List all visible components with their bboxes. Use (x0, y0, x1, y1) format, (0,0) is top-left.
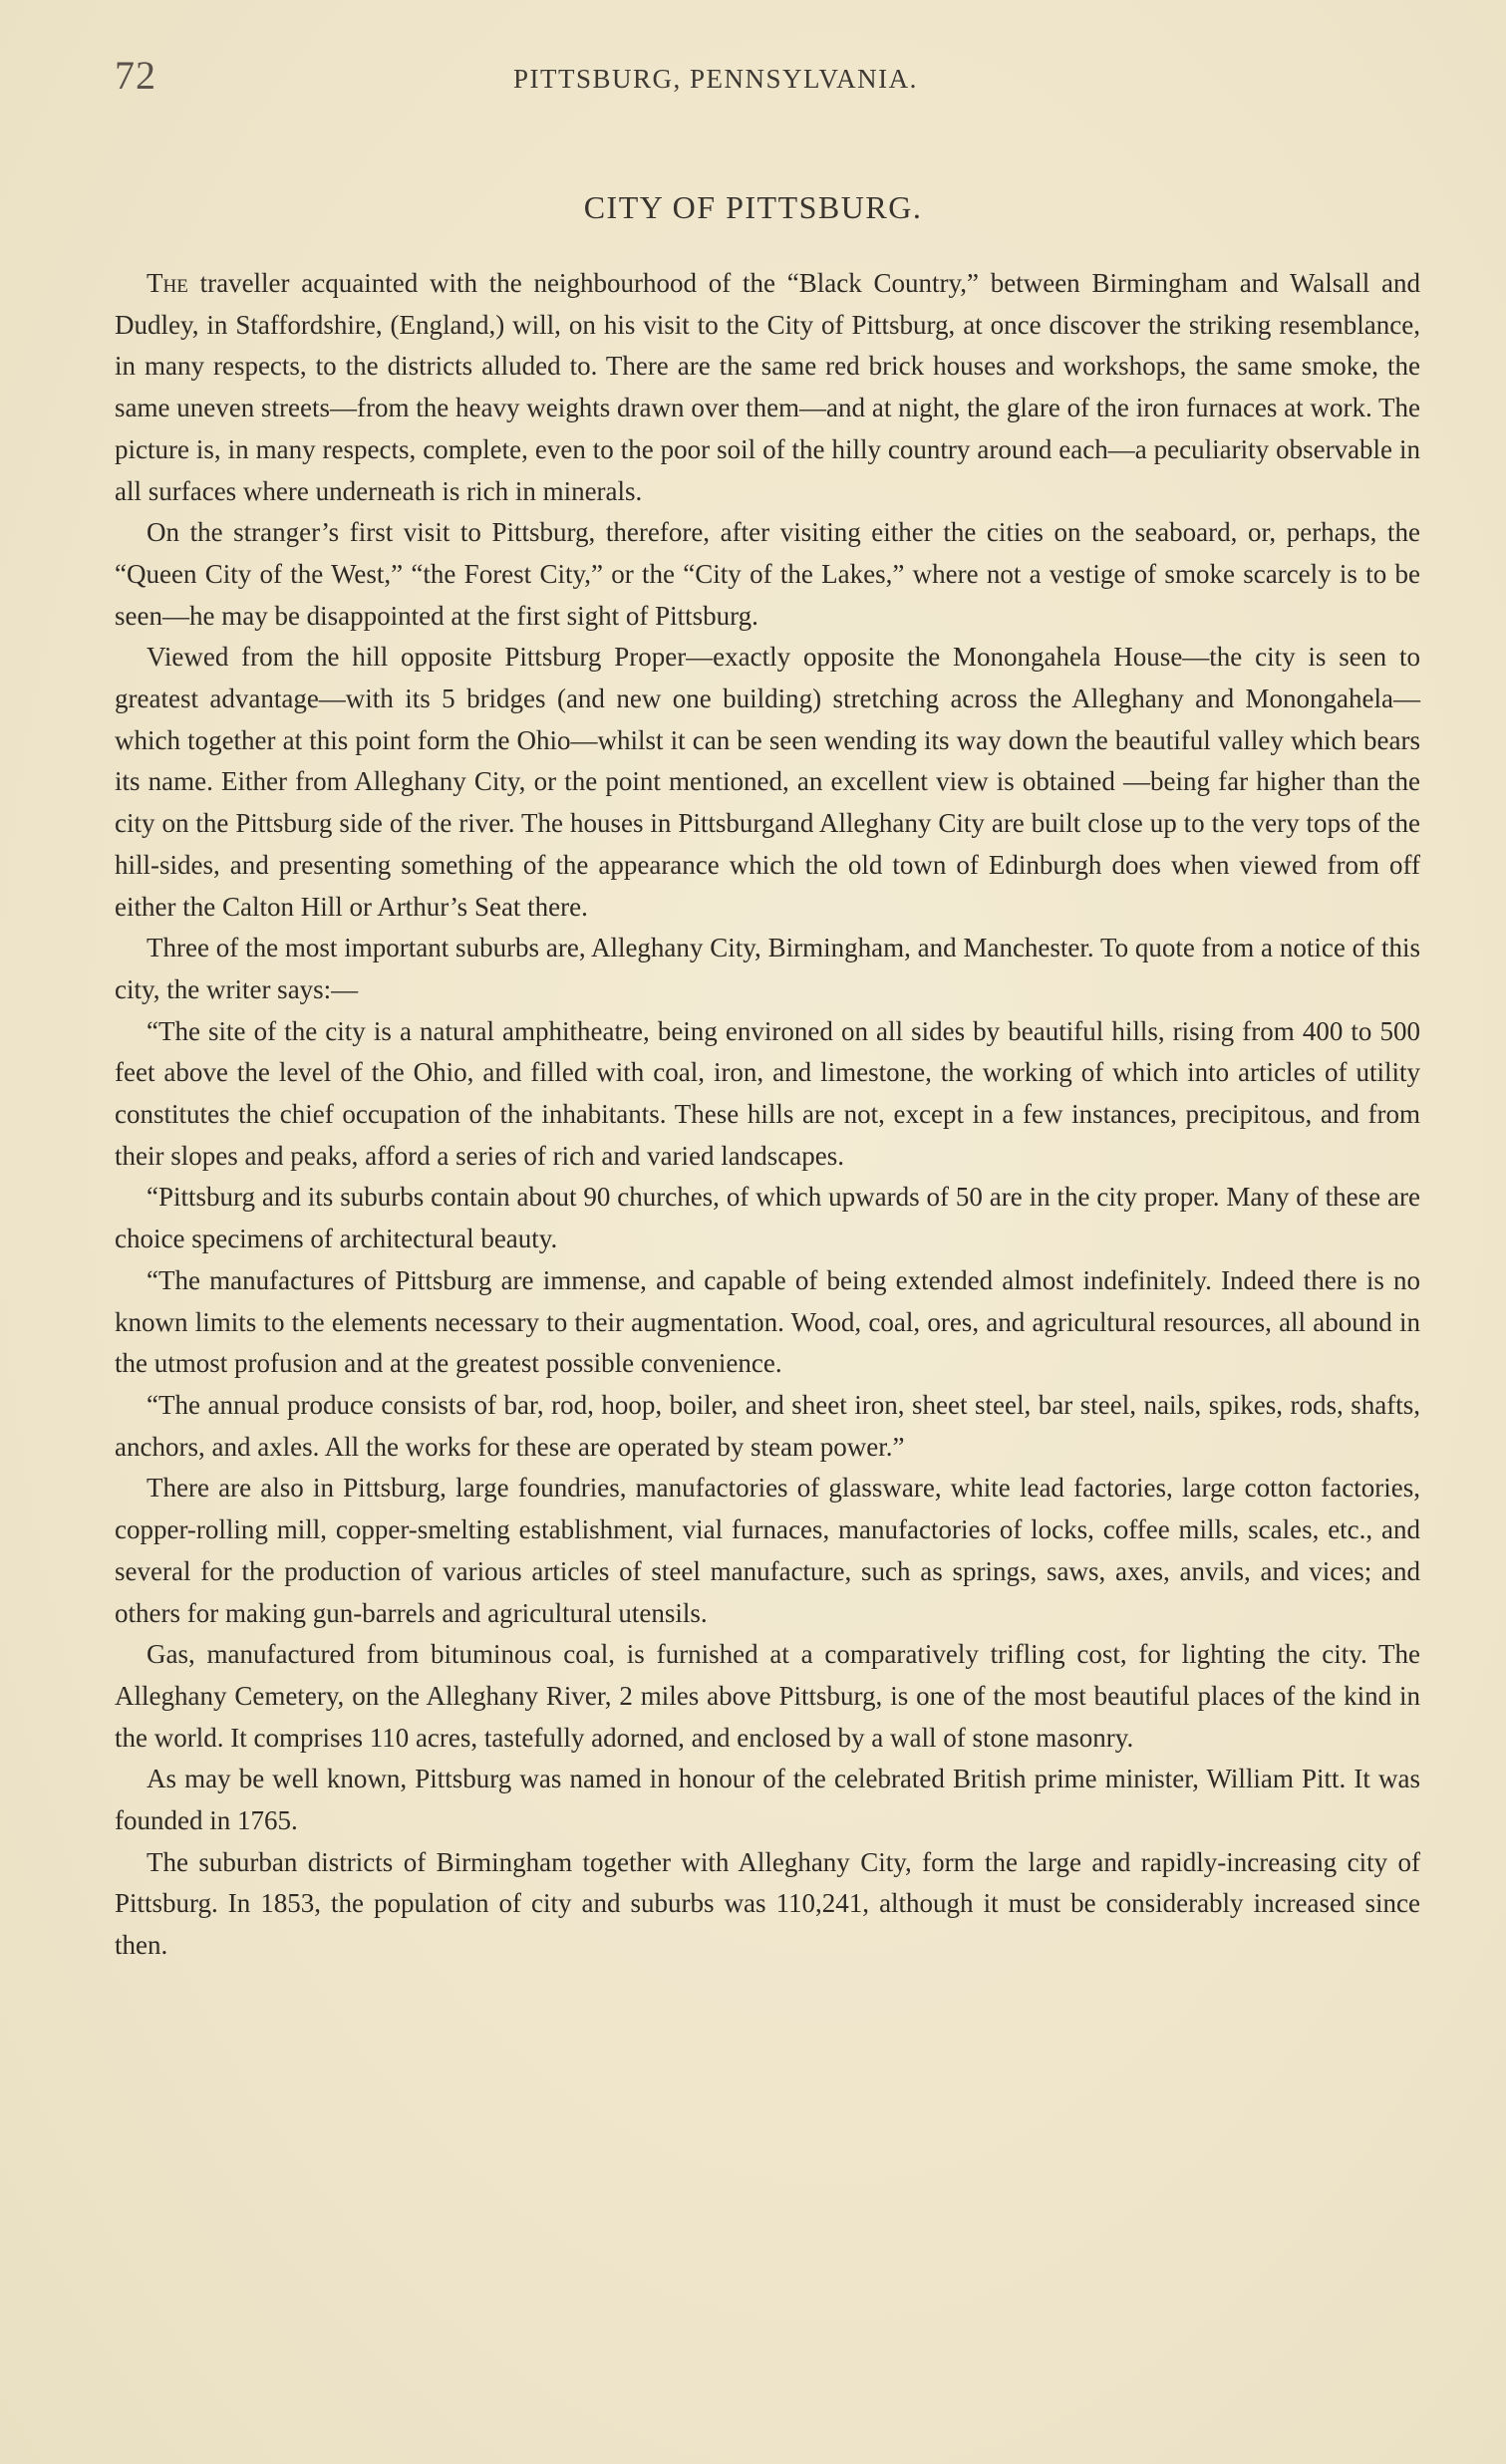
paragraph-3: Viewed from the hill opposite Pittsburg Proper—exactly opposite the Monongahela House—the city is seen to greatest advantage—with its 5 bridges (and new one building) stretching across the Alleghany and Monongahela—which together at this point form the Ohio—whilst it can be seen wending its way down the beautiful valley which bears its name. Either from Alleghany City, or the point mentioned, an excellent view is obtained —being far higher than the city on the Pittsburg side of the river. The houses in Pittsburgand Alleghany City are built close up to the very tops of the hill-sides, and presenting something of the appearance which the old town of Edinburgh does when viewed from off either the Calton Hill or Arthur’s Seat there. (115, 642, 1420, 922)
body-text (115, 263, 1420, 1967)
paragraph-10: Gas, manufactured from bituminous coal, is furnished at a comparatively trifling cost, for lighting the city. The Alleghany Cemetery, on the Alleghany River, 2 miles above Pittsburg, is one of the most beautiful places of the kind in the world. It comprises 110 acres, tastefully adorned, and enclosed by a wall of stone masonry. (115, 1639, 1420, 1753)
paragraph-9: There are also in Pittsburg, large foundries, manufactories of glassware, white lead factories, large cotton factories, copper-rolling mill, copper-smelting establishment, vial furnaces, manufactories of locks, coffee mills, scales, etc., and several for the production of various articles of steel manufacture, such as springs, saws, axes, anvils, and vices; and others for making gun-barrels and agricultural utensils. (115, 1473, 1420, 1628)
paragraph-12: The suburban districts of Birmingham together with Alleghany City, form the large and rapidly-increasing city of Pittsburg. In 1853, the population of city and suburbs was 110,241, although it must be considerably increased since then. (115, 1846, 1420, 1961)
paragraph-5: “The site of the city is a natural amphitheatre, being environed on all sides by beautiful hills, rising from 400 to 500 feet above the level of the Ohio, and filled with coal, iron, and limestone, the working of which into articles of utility constitutes the chief occupation of the inhabitants. These hills are not, except in a few instances, precipitous, and from their slopes and peaks, afford a series of rich and varied landscapes. (115, 1015, 1420, 1171)
running-head (115, 52, 1420, 112)
paragraph-1 (115, 263, 1420, 512)
section-title: CITY OF PITTSBURG. (583, 189, 923, 225)
paragraph-text: traveller acquainted with the neighbourhood of the “Black Country,” between Birmingham and Walsall and Dudley, in Staffordshire, (England,) will, on his visit to the City of Pittsburg, at once discover the striking resemblance, in many respects, to the districts alluded to. There are the same red brick houses and workshops, the same smoke, the same uneven streets—from the heavy weights drawn over them—and at night, the glare of the iron furnaces at work. The picture is, in many respects, complete, even to the poor soil of the hilly country around each—a peculiarity observable in all surfaces where underneath is rich in minerals. (115, 268, 1420, 506)
running-title: PITTSBURG, PENNSYLVANIA. (513, 64, 918, 94)
paragraph-4: Three of the most important suburbs are, Alleghany City, Birmingham, and Manchester. To quote from a notice of this city, the writer says:— (115, 933, 1420, 1004)
paragraph-11: As may be well known, Pittsburg was named in honour of the celebrated British prime minister, William Pitt. It was founded in 1765. (115, 1764, 1420, 1836)
page-number: 72 (115, 53, 156, 98)
paragraph-7: “The manufactures of Pittsburg are immense, and capable of being extended almost indefinitely. Indeed there is no known limits to the elements necessary to their augmentation. Wood, coal, ores, and agricultural resources, all abound in the utmost profusion and at the greatest possible convenience. (115, 1264, 1420, 1379)
paragraph-lead-word: The (147, 268, 188, 298)
paragraph-6: “Pittsburg and its suburbs contain about 90 churches, of which upwards of 50 are in the city proper. Many of these are choice specimens of architectural beauty. (115, 1182, 1420, 1254)
paragraph-8: “The annual produce consists of bar, rod, hoop, boiler, and sheet iron, sheet steel, bar steel, nails, spikes, rods, shafts, anchors, and axles. All the works for these are operated by steam power.” (115, 1389, 1420, 1462)
paragraph-2: On the stranger’s first visit to Pittsburg, therefore, after visiting either the cities on the seaboard, or, perhaps, the “Queen City of the West,” “the Forest City,” or the “City of the Lakes,” where not a vestige of smoke scarcely is to be seen—he may be disappointed at the first sight of Pittsburg. (115, 517, 1420, 631)
